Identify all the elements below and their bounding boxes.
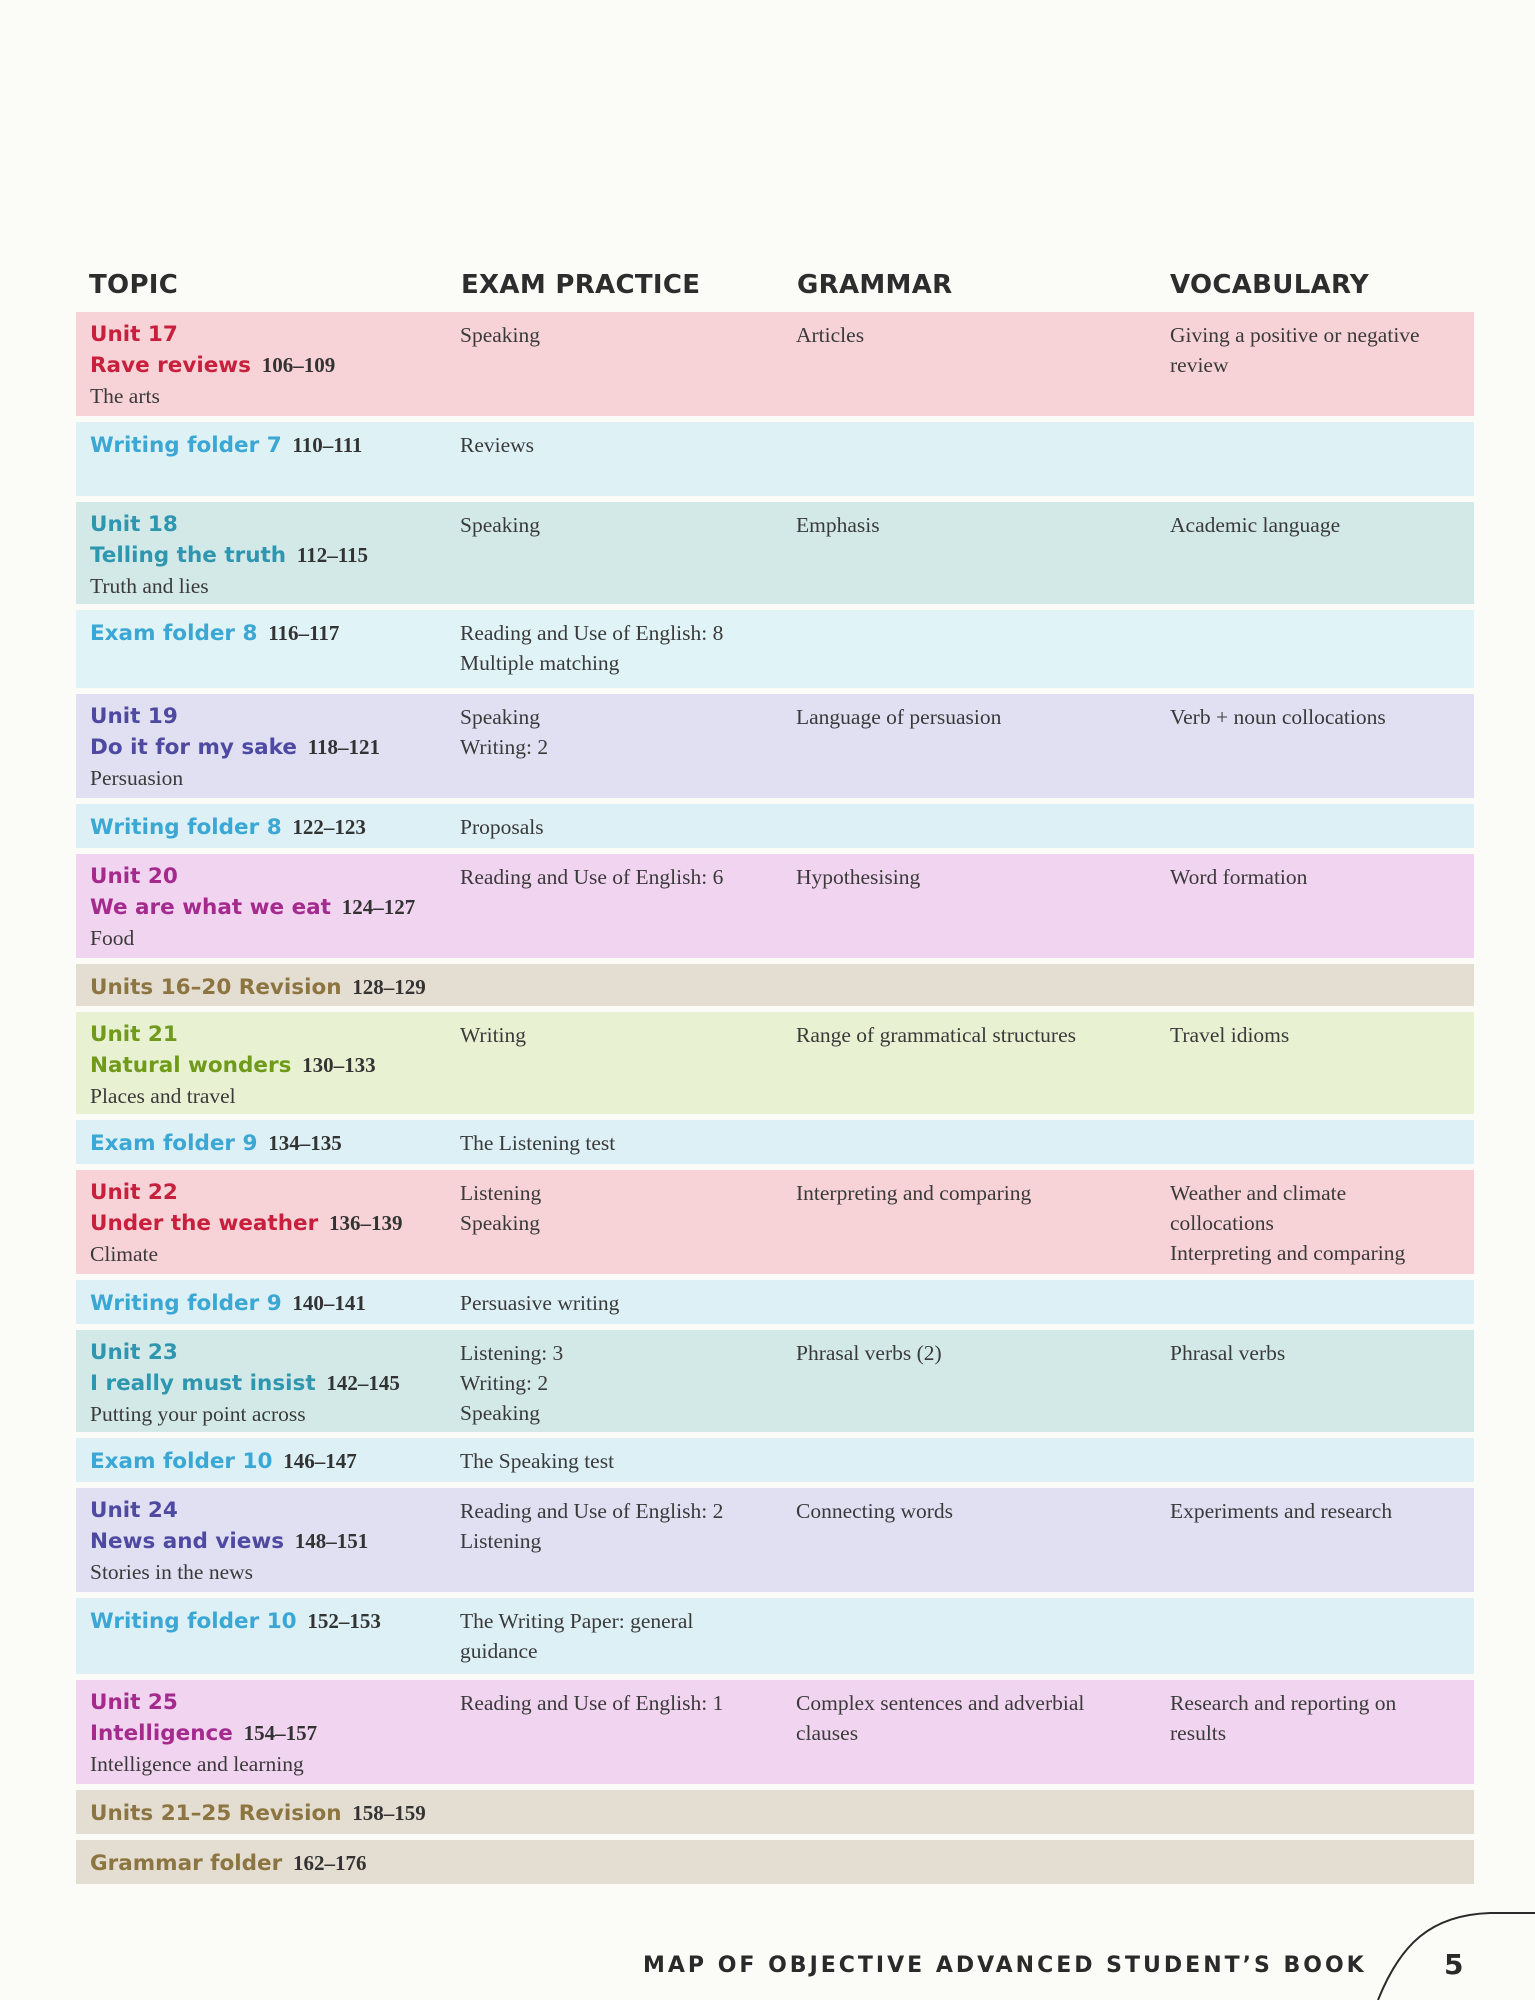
folder-title: Writing folder 7 xyxy=(90,433,282,458)
exam-practice-cell xyxy=(460,812,760,842)
page-range: 158–159 xyxy=(352,1801,426,1825)
vocabulary-line: Verb + noun collocations xyxy=(1170,705,1386,729)
unit-topic: Stories in the news xyxy=(90,1560,254,1584)
grammar-cell xyxy=(796,1688,1136,1748)
table-row xyxy=(76,1438,1474,1482)
table-row xyxy=(76,964,1474,1006)
exam-practice-line: Listening xyxy=(460,1181,542,1205)
page-range: 116–117 xyxy=(268,621,340,645)
topic-cell xyxy=(90,618,440,649)
exam-practice-line: Writing: 2 xyxy=(460,735,549,759)
exam-practice-line: Multiple matching xyxy=(460,651,620,675)
page-range: 162–176 xyxy=(292,1851,367,1875)
unit-number: Unit 23 xyxy=(90,1340,178,1365)
folder-title: Exam folder 10 xyxy=(90,1449,273,1474)
vocabulary-cell xyxy=(1170,1338,1465,1368)
unit-number: Unit 19 xyxy=(90,704,178,729)
footer-title: MAP OF OBJECTIVE ADVANCED STUDENT’S BOOK xyxy=(643,1953,1367,1978)
grammar-line: Language of persuasion xyxy=(796,705,1002,729)
unit-topic: Truth and lies xyxy=(90,574,209,598)
topic-cell xyxy=(90,510,440,601)
header-vocabulary: VOCABULARY xyxy=(1170,270,1370,300)
table-row xyxy=(76,804,1474,848)
exam-practice-cell xyxy=(460,1178,760,1238)
unit-title: I really must insist xyxy=(90,1371,316,1396)
folder-title: Writing folder 8 xyxy=(90,815,282,840)
page-range: 154–157 xyxy=(243,1721,318,1745)
topic-cell xyxy=(90,862,440,953)
grammar-line: Hypothesising xyxy=(796,865,921,889)
page-range: 124–127 xyxy=(341,895,416,919)
topic-cell xyxy=(90,702,440,793)
exam-practice-cell xyxy=(460,1688,760,1718)
page-range: 152–153 xyxy=(307,1609,381,1633)
grammar-line: Articles xyxy=(796,323,865,347)
folder-title: Units 21–25 Revision xyxy=(90,1801,342,1826)
unit-title: Natural wonders xyxy=(90,1053,292,1078)
unit-number: Unit 22 xyxy=(90,1180,178,1205)
vocabulary-line: Research and reporting on xyxy=(1170,1691,1397,1715)
grammar-line: Range of grammatical structures xyxy=(796,1023,1076,1047)
unit-topic: Places and travel xyxy=(90,1084,236,1108)
vocabulary-line: review xyxy=(1170,353,1229,377)
exam-practice-line: Speaking xyxy=(460,1211,541,1235)
unit-number: Unit 18 xyxy=(90,512,178,537)
page-range: 146–147 xyxy=(283,1449,357,1473)
table-row xyxy=(76,1598,1474,1674)
column-headers xyxy=(0,270,1535,310)
topic-cell xyxy=(90,1288,440,1319)
grammar-cell xyxy=(796,320,1136,350)
table-row xyxy=(76,422,1474,496)
exam-practice-cell xyxy=(460,618,760,678)
page-range: 118–121 xyxy=(307,735,381,759)
topic-cell xyxy=(90,430,440,461)
unit-topic: Climate xyxy=(90,1242,159,1266)
topic-cell xyxy=(90,1496,440,1587)
vocabulary-line: Academic language xyxy=(1170,513,1341,537)
exam-practice-cell xyxy=(460,1446,760,1476)
topic-cell xyxy=(90,812,440,843)
topic-cell xyxy=(90,1020,440,1111)
table-row xyxy=(76,694,1474,798)
grammar-cell xyxy=(796,1496,1136,1526)
exam-practice-line: Speaking xyxy=(460,705,541,729)
exam-practice-cell xyxy=(460,1288,760,1318)
vocabulary-cell xyxy=(1170,1020,1465,1050)
vocabulary-line: Travel idioms xyxy=(1170,1023,1290,1047)
table-row xyxy=(76,1488,1474,1592)
exam-practice-line: Writing: 2 xyxy=(460,1371,549,1395)
exam-practice-line: Writing xyxy=(460,1023,527,1047)
table-row xyxy=(76,1170,1474,1274)
unit-title: Rave reviews xyxy=(90,353,251,378)
exam-practice-line: Reviews xyxy=(460,433,535,457)
table-row xyxy=(76,1280,1474,1324)
table-row xyxy=(76,1790,1474,1834)
vocabulary-line: Giving a positive or negative xyxy=(1170,323,1420,347)
exam-practice-cell xyxy=(460,1128,760,1158)
exam-practice-cell xyxy=(460,320,760,350)
exam-practice-line: Speaking xyxy=(460,513,541,537)
table-row xyxy=(76,854,1474,958)
unit-number: Unit 21 xyxy=(90,1022,178,1047)
grammar-line: Complex sentences and adverbial xyxy=(796,1691,1085,1715)
vocabulary-line: results xyxy=(1170,1721,1227,1745)
page-range: 136–139 xyxy=(328,1211,403,1235)
exam-practice-cell xyxy=(460,862,760,892)
vocabulary-line: Phrasal verbs xyxy=(1170,1341,1286,1365)
table-row xyxy=(76,610,1474,688)
exam-practice-line: Persuasive writing xyxy=(460,1291,620,1315)
topic-cell xyxy=(90,1128,440,1159)
exam-practice-line: The Speaking test xyxy=(460,1449,615,1473)
grammar-line: Connecting words xyxy=(796,1499,954,1523)
grammar-cell xyxy=(796,702,1136,732)
vocabulary-cell xyxy=(1170,1688,1465,1748)
unit-title: Intelligence xyxy=(90,1721,233,1746)
table-row xyxy=(76,502,1474,604)
exam-practice-line: Listening: 3 xyxy=(460,1341,564,1365)
exam-practice-line: Reading and Use of English: 8 xyxy=(460,621,724,645)
exam-practice-line: guidance xyxy=(460,1639,538,1663)
grammar-line: Emphasis xyxy=(796,513,880,537)
exam-practice-cell xyxy=(460,702,760,762)
topic-cell xyxy=(90,1446,440,1477)
exam-practice-line: Reading and Use of English: 6 xyxy=(460,865,724,889)
exam-practice-line: Speaking xyxy=(460,323,541,347)
unit-topic: Intelligence and learning xyxy=(90,1752,304,1776)
grammar-line: clauses xyxy=(796,1721,859,1745)
table-row xyxy=(76,1012,1474,1114)
unit-title: News and views xyxy=(90,1529,285,1554)
unit-title: Do it for my sake xyxy=(90,735,297,760)
grammar-line: Phrasal verbs (2) xyxy=(796,1341,942,1365)
page-range: 130–133 xyxy=(302,1053,376,1077)
folder-title: Writing folder 9 xyxy=(90,1291,282,1316)
unit-topic: Putting your point across xyxy=(90,1402,306,1426)
exam-practice-line: The Writing Paper: general xyxy=(460,1609,694,1633)
vocabulary-cell xyxy=(1170,320,1465,380)
exam-practice-cell xyxy=(460,1020,760,1050)
unit-number: Unit 20 xyxy=(90,864,178,889)
unit-title: Under the weather xyxy=(90,1211,319,1236)
page-range: 148–151 xyxy=(294,1529,369,1553)
page-range: 106–109 xyxy=(261,353,336,377)
folder-title: Writing folder 10 xyxy=(90,1609,297,1634)
exam-practice-cell xyxy=(460,1338,760,1428)
page-range: 122–123 xyxy=(292,815,366,839)
topic-cell xyxy=(90,1688,440,1779)
exam-practice-line: Listening xyxy=(460,1529,542,1553)
contents-table xyxy=(76,312,1474,1890)
grammar-line: Interpreting and comparing xyxy=(796,1181,1032,1205)
topic-cell xyxy=(90,972,440,1003)
page-range: 140–141 xyxy=(292,1291,366,1315)
folder-title: Grammar folder xyxy=(90,1851,283,1876)
folder-title: Exam folder 9 xyxy=(90,1131,258,1156)
grammar-cell xyxy=(796,1020,1136,1050)
folder-title: Units 16–20 Revision xyxy=(90,975,342,1000)
exam-practice-line: Speaking xyxy=(460,1401,541,1425)
grammar-cell xyxy=(796,1338,1136,1368)
vocabulary-cell xyxy=(1170,1496,1465,1526)
table-row xyxy=(76,1330,1474,1432)
vocabulary-line: Interpreting and comparing xyxy=(1170,1241,1406,1265)
unit-number: Unit 17 xyxy=(90,322,178,347)
vocabulary-line: Word formation xyxy=(1170,865,1308,889)
table-row xyxy=(76,1840,1474,1884)
exam-practice-line: Proposals xyxy=(460,815,544,839)
unit-topic: Persuasion xyxy=(90,766,184,790)
vocabulary-line: collocations xyxy=(1170,1211,1274,1235)
unit-title: We are what we eat xyxy=(90,895,331,920)
grammar-cell xyxy=(796,1178,1136,1208)
vocabulary-line: Experiments and research xyxy=(1170,1499,1393,1523)
unit-topic: Food xyxy=(90,926,135,950)
page-range: 142–145 xyxy=(326,1371,400,1395)
grammar-cell xyxy=(796,510,1136,540)
folder-title: Exam folder 8 xyxy=(90,621,258,646)
page-range: 128–129 xyxy=(352,975,426,999)
unit-topic: The arts xyxy=(90,384,160,408)
unit-number: Unit 24 xyxy=(90,1498,178,1523)
exam-practice-line: Reading and Use of English: 2 xyxy=(460,1499,724,1523)
exam-practice-cell xyxy=(460,510,760,540)
topic-cell xyxy=(90,1798,440,1829)
exam-practice-line: Reading and Use of English: 1 xyxy=(460,1691,724,1715)
topic-cell xyxy=(90,1338,440,1429)
exam-practice-cell xyxy=(460,1496,760,1556)
header-grammar: GRAMMAR xyxy=(797,270,953,300)
page-number: 5 xyxy=(1444,1948,1464,1981)
vocabulary-cell xyxy=(1170,1178,1465,1268)
topic-cell xyxy=(90,320,440,411)
unit-title: Telling the truth xyxy=(90,543,287,568)
page-range: 110–111 xyxy=(292,433,363,457)
vocabulary-cell xyxy=(1170,862,1465,892)
exam-practice-cell xyxy=(460,1606,760,1666)
header-exam-practice: EXAM PRACTICE xyxy=(461,270,701,300)
unit-number: Unit 25 xyxy=(90,1690,178,1715)
header-topic: TOPIC xyxy=(89,270,179,300)
topic-cell xyxy=(90,1178,440,1269)
table-row xyxy=(76,1120,1474,1164)
vocabulary-cell xyxy=(1170,510,1465,540)
grammar-cell xyxy=(796,862,1136,892)
vocabulary-cell xyxy=(1170,702,1465,732)
topic-cell xyxy=(90,1848,440,1879)
topic-cell xyxy=(90,1606,440,1637)
exam-practice-line: The Listening test xyxy=(460,1131,616,1155)
vocabulary-line: Weather and climate xyxy=(1170,1181,1347,1205)
exam-practice-cell xyxy=(460,430,760,460)
page-range: 134–135 xyxy=(268,1131,342,1155)
table-row xyxy=(76,1680,1474,1784)
table-row xyxy=(76,312,1474,416)
page-range: 112–115 xyxy=(296,543,369,567)
